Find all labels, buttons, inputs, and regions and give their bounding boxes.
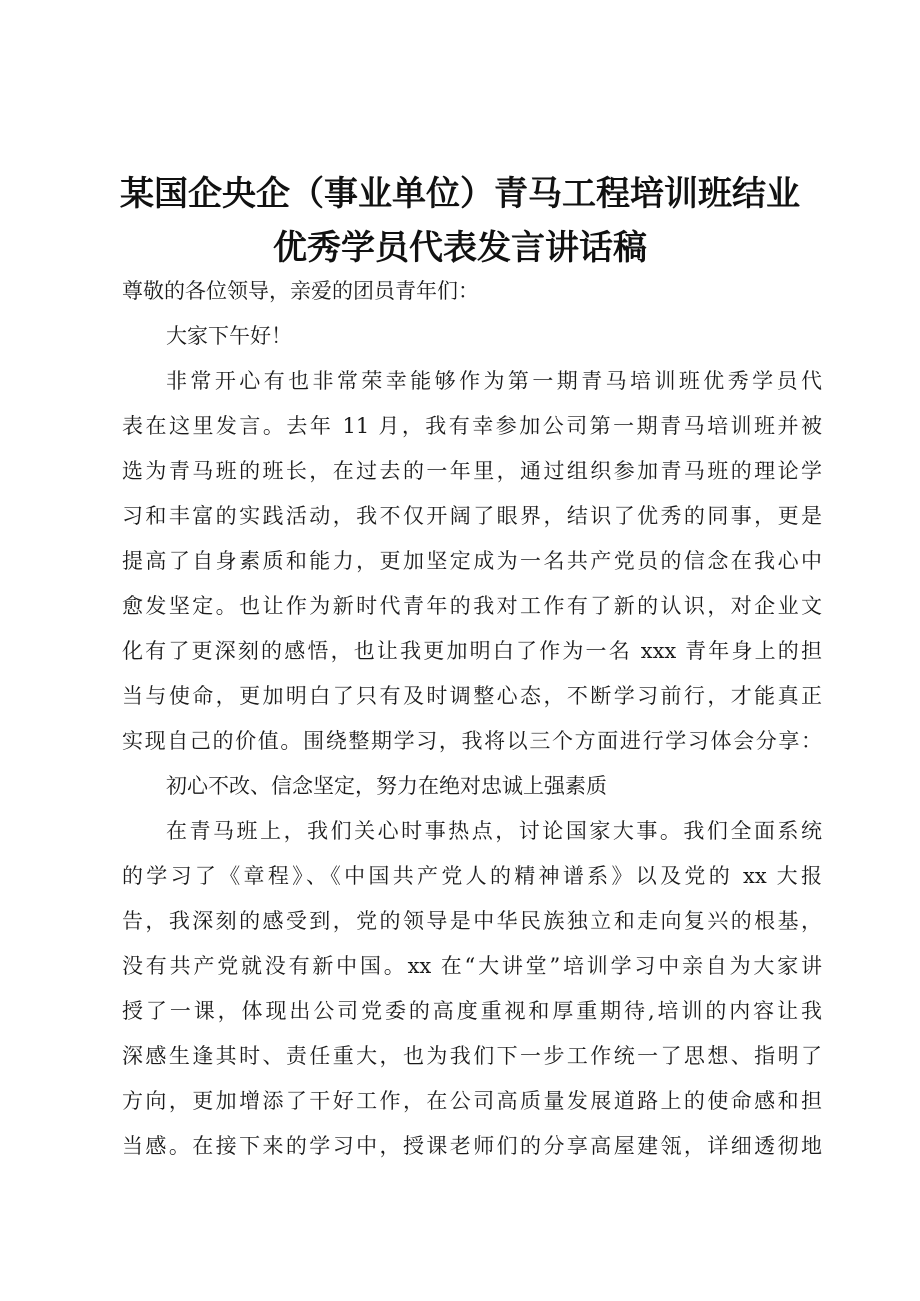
paragraph-2-line: 授了一课，体现出公司党委的高度重视和厚重期待,培训的内容让我 (122, 999, 822, 1023)
paragraph-1-line: 提高了自身素质和能力，更加坚定成为一名共产党员的信念在我心中 (122, 549, 822, 573)
document-title-line-2: 优秀学员代表发言讲话稿 (273, 228, 647, 268)
salutation: 尊敬的各位领导，亲爱的团员青年们： (122, 279, 479, 303)
paragraph-2-line: 的学习了《章程》、《中国共产党人的精神谱系》以及党的 xx 大报 (122, 864, 822, 888)
paragraph-2-line: 当感。在接下来的学习中，授课老师们的分享高屋建瓴，详细透彻地 (122, 1134, 822, 1158)
paragraph-2-line: 没有共产党就没有新中国。xx 在“大讲堂”培训学习中亲自为大家讲 (122, 954, 822, 978)
section-heading: 初心不改、信念坚定，努力在绝对忠诚上强素质 (166, 774, 607, 798)
paragraph-1-line: 非常开心有也非常荣幸能够作为第一期青马培训班优秀学员代 (166, 369, 822, 393)
paragraph-1-line: 实现自己的价值。围绕整期学习，我将以三个方面进行学习体会分享： (122, 729, 822, 753)
paragraph-1-line: 习和丰富的实践活动，我不仅开阔了眼界，结识了优秀的同事，更是 (122, 504, 822, 528)
document-title-line-1: 某国企央企（事业单位）青马工程培训班结业 (120, 174, 800, 214)
paragraph-2-line: 告，我深刻的感受到，党的领导是中华民族独立和走向复兴的根基， (122, 909, 822, 933)
paragraph-2-line: 在青马班上，我们关心时事热点，讨论国家大事。我们全面系统 (166, 819, 822, 843)
paragraph-1-line: 化有了更深刻的感悟，也让我更加明白了作为一名 xxx 青年身上的担 (122, 639, 822, 663)
paragraph-1-line: 当与使命，更加明白了只有及时调整心态，不断学习前行，才能真正 (122, 684, 822, 708)
paragraph-1-line: 表在这里发言。去年 11 月，我有幸参加公司第一期青马培训班并被 (122, 414, 822, 438)
paragraph-2-line: 深感生逢其时、责任重大，也为我们下一步工作统一了思想、指明了 (122, 1044, 822, 1068)
greeting: 大家下午好！ (166, 324, 292, 348)
paragraph-1-line: 愈发坚定。也让作为新时代青年的我对工作有了新的认识，对企业文 (122, 594, 822, 618)
paragraph-2-line: 方向，更加增添了干好工作，在公司高质量发展道路上的使命感和担 (122, 1089, 822, 1113)
paragraph-1-line: 选为青马班的班长，在过去的一年里，通过组织参加青马班的理论学 (122, 459, 822, 483)
